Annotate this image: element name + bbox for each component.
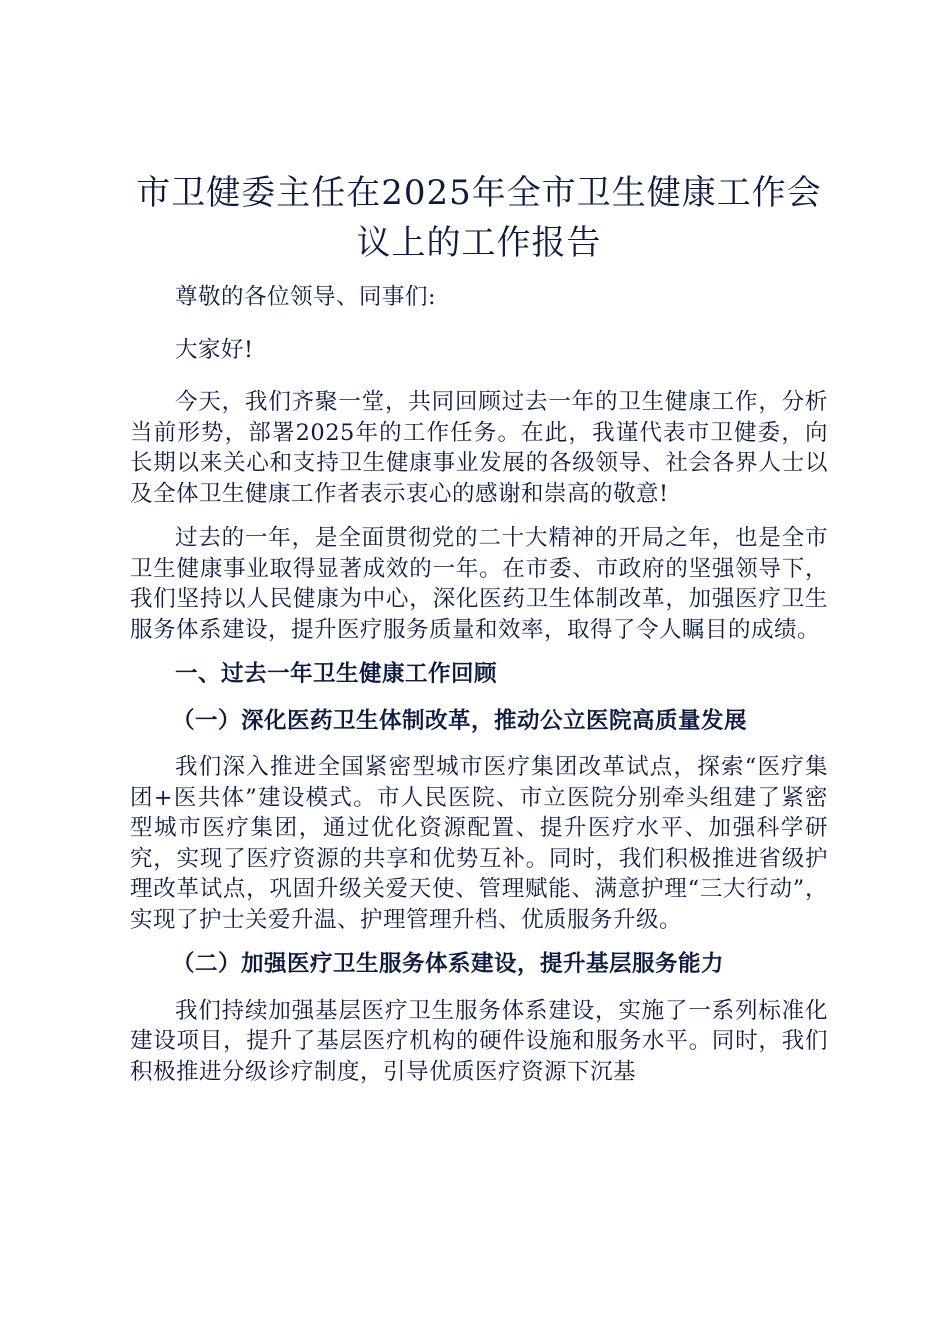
subsection-heading-2: （二）加强医疗卫生服务体系建设，提升基层服务能力 [172,951,725,977]
document-title: 市卫健委主任在2025年全市卫生健康工作会议上的工作报告 [136,173,822,263]
section-heading: 一、过去一年卫生健康工作回顾 [175,661,498,687]
subsection-body-1: 我们深入推进全国紧密型城市医疗集团改革试点，探索“医疗集团+医共体”建设模式。市人民医院、市立医院分别牵头组建了紧密型城市医疗集团，通过优化资源配置、提升医疗水平、加强科学研究，实现了医疗资源的共享和优势互补。同时，我们积极推进省级护理改革试点，巩固升级关爱天使、管理赋能、满意护理“三大行动”，实现了护士关爱升温、护理管理升档、优质服务升级。 [130,754,828,933]
intro-paragraph: 今天，我们齐聚一堂，共同回顾过去一年的卫生健康工作，分析当前形势，部署2025年的工作任务。在此，我谨代表市卫健委，向长期以来关心和支持卫生健康事业发展的各级领导、社会各界人士以及全体卫生健康工作者表示衷心的感谢和崇高的敬意! [130,389,828,507]
greeting: 大家好! [175,336,254,363]
subsection-body-2: 我们持续加强基层医疗卫生服务体系建设，实施了一系列标准化建设项目，提升了基层医疗机构的硬件设施和服务水平。同时，我们积极推进分级诊疗制度，引导优质医疗资源下沉基 [130,997,828,1085]
salutation: 尊敬的各位领导、同事们: [175,284,437,310]
review-paragraph: 过去的一年，是全面贯彻党的二十大精神的开局之年，也是全市卫生健康事业取得显著成效的一年。在市委、市政府的坚强领导下，我们坚持以人民健康为中心，深化医药卫生体制改革，加强医疗卫生服务体系建设，提升医疗服务质量和效率，取得了令人瞩目的成绩。 [130,525,828,643]
subsection-heading-1: （一）深化医药卫生体制改革，推动公立医院高质量发展 [172,707,748,734]
